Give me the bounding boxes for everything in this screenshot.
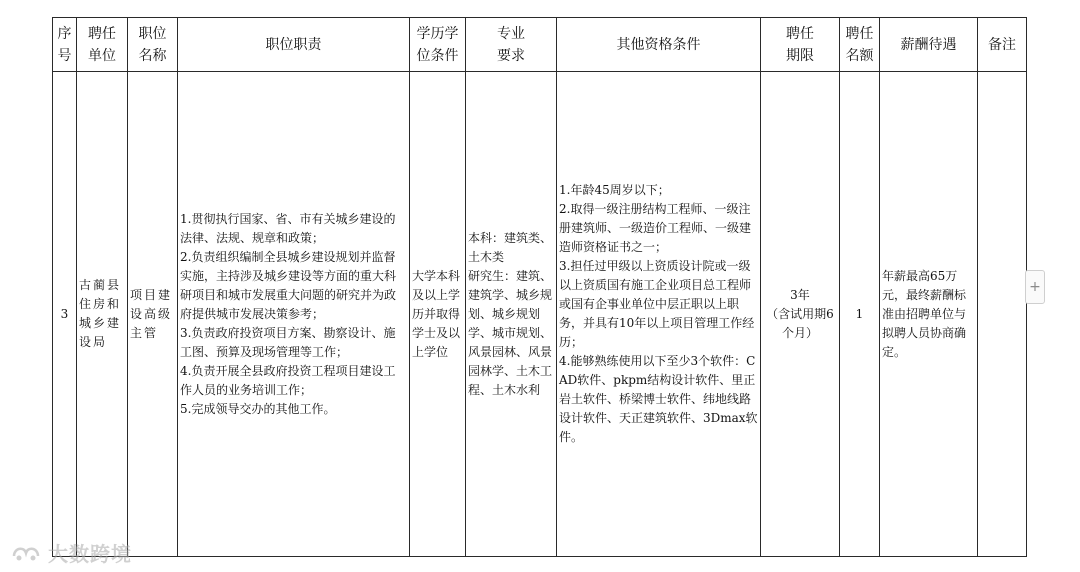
- header-seq: 序 号: [53, 18, 77, 72]
- watermark-text: 大数跨境: [48, 542, 132, 566]
- watermark: [10, 538, 132, 567]
- cell-duties: 1.贯彻执行国家、省、市有关城乡建设的法律、法规、规章和政策； 2.负责组织编制全县城乡建设规划并监督实施，主持涉及城乡建设等方面的重大科研项目和城市发展重大问题的研究并为政府提供城市发展决策参考； 3.负责政府投资项目方案、勘察设计、施工图、预算及现场管理等工作； 4.负责开展全县政府投资工程项目建设工作人员的业务培训工作； 5.完成领导交办的其他工作。: [178, 72, 410, 557]
- cell-major: 本科：建筑类、土木类 研究生：建筑、建筑学、城乡规划、城乡规划学、城市规划、风景园林、风景园林学、土木工程、土木水利: [466, 72, 557, 557]
- header-term: 聘任 期限: [761, 18, 840, 72]
- header-row: [53, 18, 1027, 72]
- header-duties: 职位职责: [178, 18, 410, 72]
- header-education: 学历学 位条件: [410, 18, 466, 72]
- cell-position: 项目建设高级主管: [128, 72, 178, 557]
- cell-seq: 3: [53, 72, 77, 557]
- cell-unit: 古蔺县住房和城乡建设局: [77, 72, 128, 557]
- header-major: 专业 要求: [466, 18, 557, 72]
- cell-quota: 1: [840, 72, 880, 557]
- table-row: [53, 72, 1027, 557]
- expand-panel-button[interactable]: [1025, 270, 1045, 304]
- cell-term: 3年 （含试用期6个月）: [761, 72, 840, 557]
- recruitment-table: [52, 17, 1027, 557]
- header-qualifications: 其他资格条件: [557, 18, 761, 72]
- header-remarks: 备注: [978, 18, 1027, 72]
- header-salary: 薪酬待遇: [880, 18, 978, 72]
- plus-icon: +: [1029, 279, 1041, 295]
- cell-remarks: [978, 72, 1027, 557]
- watermark-logo-icon: [10, 542, 42, 564]
- cell-education: 大学本科及以上学历并取得学士及以上学位: [410, 72, 466, 557]
- header-position: 职位 名称: [128, 18, 178, 72]
- cell-qualifications: 1.年龄45周岁以下； 2.取得一级注册结构工程师、一级注册建筑师、一级造价工程师、一级建造师资格证书之一； 3.担任过甲级以上资质设计院或一级以上资质国有施工企业项目总工程师或国有企事业单位中层正职以上职务，并具有10年以上项目管理工作经历； 4.能够熟练使用以下至少3个软件：CAD软件、pkpm结构设计软件、里正岩土软件、桥梁博士软件、纬地线路设计软件、天正建筑软件、3Dmax软件。: [557, 72, 761, 557]
- header-quota: 聘任 名额: [840, 18, 880, 72]
- cell-salary: 年薪最高65万元，最终薪酬标准由招聘单位与拟聘人员协商确定。: [880, 72, 978, 557]
- header-unit: 聘任 单位: [77, 18, 128, 72]
